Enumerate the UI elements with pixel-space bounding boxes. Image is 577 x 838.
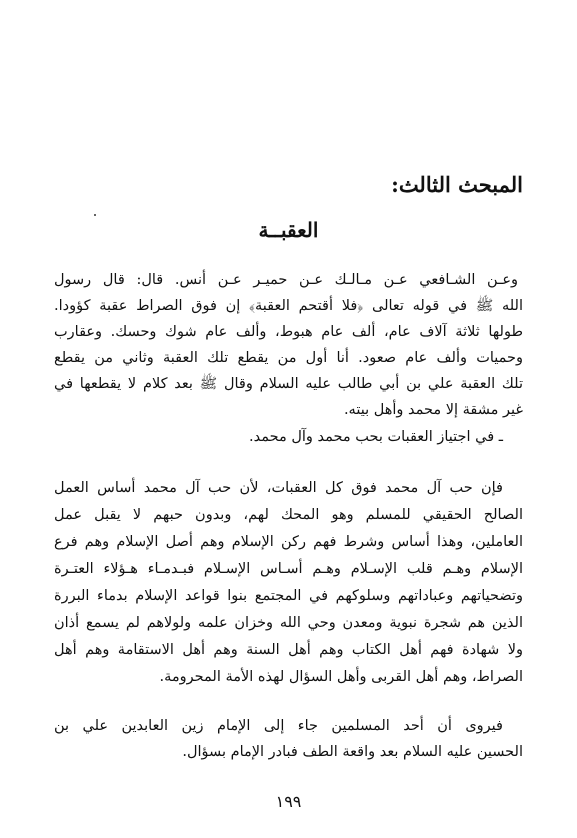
text-line: تلك العقبة علي بن أبي طالب عليه السلام وقال ﷺ بعد كلام لا يقطعها في <box>54 376 523 392</box>
text-line: وعـن الشـافعي عـن مـالـك عـن حميـر عـن أنس. قال: قال رسول <box>54 272 518 288</box>
text-line: فيروى أن أحد المسلمين جاء إلى الإمام زين العابدين علي بن <box>54 718 503 734</box>
section-subheading: العقبــة <box>258 218 319 242</box>
text-line: الصراط، وهم أهل القربى وأهل السؤال لهذه الأمة المحرومة. <box>159 669 523 685</box>
text-line: ولا شهادة فهم أهل الكتاب وهم أهل السنة وهم أهل الاستقامة وهم أهل <box>54 642 523 658</box>
text-line: الله ﷺ في قوله تعالى ﴿فلا أقتحم العقبة﴾ إن فوق الصراط عقبة كؤودا. <box>54 298 523 314</box>
text-line: الحسين عليه السلام بعد واقعة الطف فبادر الإمام بسؤال. <box>182 744 523 760</box>
text-line: غير مشقة إلا محمد وأهل بيته. <box>343 402 523 418</box>
text-line: وحميات وألف عام صعود. أنا أول من يقطع تلك العقبة وثاني من يقطع <box>54 350 523 366</box>
text-line: فإن حب آل محمد فوق كل العقبات، لأن حب آل محمد أساس العمل <box>54 480 503 496</box>
text-line: العاملين، وهذا أساس وشرط فهم ركن الإسلام وهم أصل الإسلام وهم فرع <box>54 534 523 550</box>
text-line: الصالح الحقيقي للمسلم وهو المحك لهم، وبدون حبهم لا يقبل عمل <box>54 507 523 523</box>
ink-speck <box>94 214 96 216</box>
section-heading: المبحث الثالث: <box>391 172 523 197</box>
text-line: الإسلام وهـم قلب الإسـلام وهـم أسـاس الإسـلام فبـدمـاء هـؤلاء العتـرة <box>54 561 523 577</box>
text-line: طولها ثلاثة آلاف عام، ألف عام هبوط، وألف عام شوك وحسك. وعقارب <box>54 324 523 340</box>
text-line: ـ في اجتياز العقبات بحب محمد وآل محمد. <box>249 429 503 445</box>
text-line: وتضحياتهم وعباداتهم وسلوكهم في المجتمع بنوا قواعد الإسلام بدماء البررة <box>54 588 523 604</box>
page-number: ١٩٩ <box>275 792 302 811</box>
text-line: الذين هم شجرة نبوية ومعدن وحي الله وخزان علمه ولولاهم لم يسمع أذان <box>54 615 523 631</box>
